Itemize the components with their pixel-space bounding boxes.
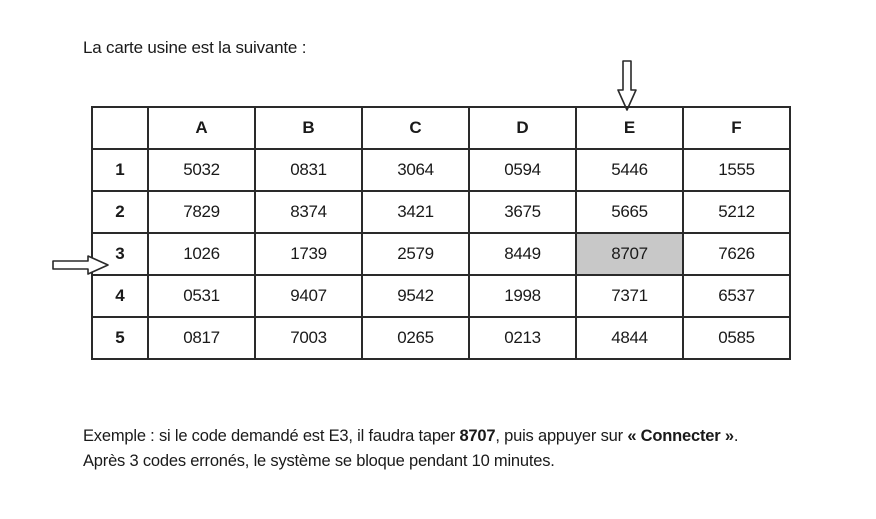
code-cell: 3064 (362, 149, 469, 191)
table-row (92, 317, 790, 359)
code-cell: 5212 (683, 191, 790, 233)
arrow-down-icon (616, 60, 638, 112)
code-cell: 3421 (362, 191, 469, 233)
note-prefix: Exemple : si le code demandé est E3, il faudra taper (83, 427, 460, 445)
code-cell: 1555 (683, 149, 790, 191)
code-cell: 5446 (576, 149, 683, 191)
table-header-row (92, 107, 790, 149)
row-label: 4 (92, 275, 148, 317)
column-header: B (255, 107, 362, 149)
code-cell: 8449 (469, 233, 576, 275)
column-header: F (683, 107, 790, 149)
code-cell: 1998 (469, 275, 576, 317)
code-cell: 8374 (255, 191, 362, 233)
code-cell: 3675 (469, 191, 576, 233)
instruction-note (83, 424, 738, 474)
row-label: 3 (92, 233, 148, 275)
note-suffix: . (733, 427, 739, 445)
highlighted-code-cell: 8707 (576, 233, 683, 275)
code-cell: 5665 (576, 191, 683, 233)
table-row (92, 149, 790, 191)
code-cell: 5032 (148, 149, 255, 191)
code-cell: 9542 (362, 275, 469, 317)
code-cell: 4844 (576, 317, 683, 359)
code-cell: 0594 (469, 149, 576, 191)
column-header: E (576, 107, 683, 149)
row-label: 2 (92, 191, 148, 233)
row-label: 5 (92, 317, 148, 359)
code-cell: 7626 (683, 233, 790, 275)
code-cell: 0531 (148, 275, 255, 317)
code-card-table (91, 106, 791, 360)
code-cell: 6537 (683, 275, 790, 317)
code-cell: 7829 (148, 191, 255, 233)
table-row (92, 191, 790, 233)
code-cell: 2579 (362, 233, 469, 275)
note-middle: , puis appuyer sur (495, 427, 628, 445)
code-cell: 0817 (148, 317, 255, 359)
code-cell: 1739 (255, 233, 362, 275)
arrow-right-icon (52, 254, 110, 276)
code-cell: 0213 (469, 317, 576, 359)
note-line-1 (83, 424, 738, 449)
intro-text: La carte usine est la suivante : (83, 38, 307, 57)
corner-cell (92, 107, 148, 149)
code-cell: 0585 (683, 317, 790, 359)
row-label: 1 (92, 149, 148, 191)
example-code: 8707 (459, 427, 496, 445)
code-cell: 7003 (255, 317, 362, 359)
code-cell: 7371 (576, 275, 683, 317)
code-cell: 0265 (362, 317, 469, 359)
column-header: C (362, 107, 469, 149)
column-header: D (469, 107, 576, 149)
note-line-2: Après 3 codes erronés, le système se bloque pendant 10 minutes. (83, 452, 555, 470)
connect-button-label: « Connecter » (627, 427, 734, 445)
table-row (92, 233, 790, 275)
column-header: A (148, 107, 255, 149)
code-cell: 0831 (255, 149, 362, 191)
table-row (92, 275, 790, 317)
code-cell: 1026 (148, 233, 255, 275)
code-cell: 9407 (255, 275, 362, 317)
